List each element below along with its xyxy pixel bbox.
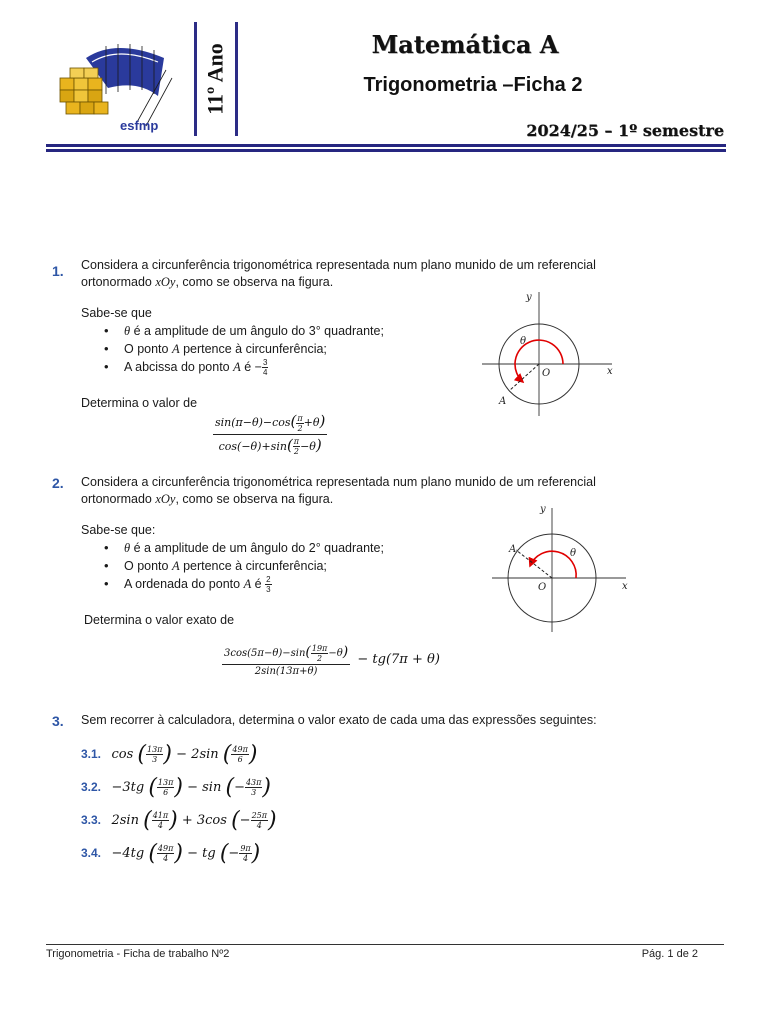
exercise-1-bullet-2	[100, 340, 440, 358]
footer-title: Trigonometria - Ficha de trabalho Nº2	[46, 948, 230, 960]
ex1-b2-math: A	[171, 342, 180, 356]
ex3-1-expression: cos ( $\frac{13\pi}{3}$ ) − 2sin ( $\frac{49\pi}{6}$ )	[111, 742, 258, 767]
ex1-intro-post: , como se observa na figura.	[175, 275, 334, 289]
ex1-b3-num: 3	[262, 358, 268, 368]
ex2-b3-num: 2	[266, 575, 271, 585]
ex3-3-a: 2sin	[111, 813, 139, 828]
exercise-1-bullets	[100, 322, 440, 377]
ex1-numerator: sin(π−θ)−cos( $\frac{\pi}{2}$ +θ)	[215, 412, 326, 433]
ex3-1-label: 3.1.	[81, 747, 102, 761]
ex2-b3-den: 3	[266, 585, 271, 595]
ex2-intro-math: xOy	[155, 492, 176, 506]
ex1-den-frac-n: π	[293, 437, 300, 446]
exercise-2-number: 2.	[52, 475, 64, 491]
ex3-3-a-frac	[152, 811, 169, 830]
ex2-num-b: −θ	[328, 648, 343, 659]
exercise-1-bullet-3	[100, 358, 440, 377]
exercise-2-bullet-1	[100, 539, 440, 557]
exercise-3-item-2	[81, 775, 271, 800]
ex2-b2-post: pertence à circunferência;	[179, 559, 327, 573]
ex2-b3-pre: A ordenada do ponto	[124, 577, 244, 591]
ex2-num-a: 3cos(5π−θ)−sin	[224, 648, 306, 659]
exercise-2-intro-line1: Considera a circunferência trigonométrica representada num plano munido de um referencial	[81, 475, 596, 489]
exercise-2-known: Sabe-se que:	[81, 523, 156, 537]
ex1-intro-math: xOy	[155, 275, 176, 289]
ex3-3-a-den: 4	[152, 820, 169, 830]
exercise-1-expression	[213, 412, 327, 456]
ex3-2-expression: −3tg ( $\frac{13\pi}{6}$ ) − sin (− $\frac{43\pi}{3}$ )	[111, 775, 271, 800]
year-label: 11º Ano	[203, 43, 228, 115]
ex1-intro-pre: ortonormado	[81, 275, 156, 289]
ex2-b3-fraction	[265, 575, 271, 594]
exercise-2-expression	[222, 644, 440, 677]
ex1-b3-den: 4	[262, 368, 268, 378]
ex3-3-b-den: 4	[251, 820, 268, 830]
ex1-b3-pre: A abcissa do ponto	[124, 360, 234, 374]
exercise-3-item-4	[81, 841, 260, 866]
exercise-1-intro-line1: Considera a circunferência trigonométrica representada num plano munido de um referencial	[81, 258, 596, 272]
ex1-num-frac-n: π	[297, 413, 303, 423]
ex2-intro-post: , como se observa na figura.	[175, 492, 334, 506]
ex3-4-a-den: 4	[157, 853, 174, 863]
ex1-b3-sign: −	[254, 360, 262, 374]
ex3-1-op: − 2sin	[176, 747, 219, 762]
ex3-4-expression: −4tg ( $\frac{49\pi}{4}$ ) − tg (− $\frac{9\pi}{4}$ )	[111, 841, 261, 866]
exercise-2-task: Determina o valor exato de	[84, 613, 235, 627]
ex2-b1-math: θ	[124, 541, 131, 555]
exercise-1-bullet-1	[100, 322, 440, 340]
semester-label: 2024/25 – 1º semestre	[526, 121, 724, 140]
ex2-b3-math: A	[243, 577, 252, 591]
ex3-3-op: + 3cos	[181, 813, 227, 828]
fig1-x-label: x	[607, 366, 613, 377]
ex3-2-b-frac	[245, 778, 262, 797]
fig2-origin-label: O	[538, 582, 547, 593]
ex3-4-b-den: 4	[239, 853, 251, 863]
fig2-theta-label: θ	[570, 548, 577, 559]
ex1-b1-math: θ	[124, 324, 131, 338]
ex3-3-b-num: 25π	[251, 811, 268, 820]
ex3-3-a-num: 41π	[152, 811, 169, 820]
ex3-3-b-frac	[251, 811, 268, 830]
ex3-4-b-sign: −	[228, 846, 240, 861]
ex2-b3-post: é	[251, 577, 262, 591]
ex3-1-b-den: 6	[231, 754, 248, 764]
exercise-2-bullet-2	[100, 557, 440, 575]
page-subtitle: Trigonometria –Ficha 2	[363, 74, 583, 96]
ex3-1-a-den: 3	[146, 754, 163, 764]
header-rule-bottom	[46, 149, 726, 152]
ex1-num-b: +θ	[303, 416, 320, 429]
ex3-3-expression: 2sin ( $\frac{41\pi}{4}$ ) + 3cos (− $\frac{25\pi}{4}$ )	[111, 808, 277, 833]
ex3-1-a: cos	[111, 747, 134, 762]
ex3-4-b-frac	[239, 844, 251, 863]
ex1-num-frac-d: 2	[297, 423, 303, 433]
exercise-3-item-3	[81, 808, 277, 833]
ex1-den-frac	[293, 437, 300, 456]
ex1-b1-post: é a amplitude de um ângulo do 3° quadrante;	[130, 324, 384, 338]
exercise-2-bullets	[100, 539, 440, 594]
ex2-tail: − tg(7π + θ)	[357, 652, 440, 667]
ex3-2-a-den: 6	[157, 787, 174, 797]
ex3-2-b-den: 3	[245, 787, 262, 797]
ex3-1-a-num: 13π	[146, 745, 163, 754]
page-title: Matemática A	[371, 30, 559, 59]
fig1-theta-label: θ	[520, 336, 527, 347]
fig2-point-label: A	[509, 544, 517, 555]
ex3-1-a-frac	[146, 745, 163, 764]
ex2-b2-math: A	[171, 559, 180, 573]
exercise-3-item-1	[81, 742, 257, 767]
ex3-2-a-frac	[157, 778, 174, 797]
ex1-den-b: −θ	[300, 439, 316, 453]
exercise-1-number: 1.	[52, 263, 64, 279]
ex2-num-frac-d: 2	[311, 653, 328, 663]
fig1-y-label: y	[526, 292, 532, 303]
fig1-origin-label: O	[542, 368, 551, 379]
ex2-num-frac-n: 19π	[311, 644, 328, 653]
ex3-4-b-num: 9π	[240, 844, 251, 853]
footer-rule	[46, 944, 724, 945]
ex2-intro-pre: ortonormado	[81, 492, 156, 506]
fig1-point-label: A	[499, 396, 507, 407]
exercise-2-figure	[490, 500, 632, 634]
ex1-b2-post: pertence à circunferência;	[179, 342, 327, 356]
ex2-numerator: 3cos(5π−θ)−sin( $\frac{19\pi}{2}$ −θ)	[224, 644, 349, 663]
logo-text: esfmp	[120, 118, 159, 133]
exercise-2-bullet-3	[100, 575, 440, 594]
year-label-wrapper	[194, 22, 238, 136]
ex3-3-b-sign: −	[239, 813, 251, 828]
ex1-b3-post: é	[240, 360, 252, 374]
ex3-2-b-num: 43π	[245, 778, 262, 787]
ex1-num-frac	[296, 414, 303, 433]
ex1-num-a: sin(π−θ)−cos	[215, 416, 291, 429]
exercise-3-intro: Sem recorrer à calculadora, determina o valor exato de cada uma das expressões seguintes:	[81, 713, 597, 727]
ex3-3-label: 3.3.	[81, 813, 102, 827]
ex1-main-fraction	[213, 412, 327, 456]
ex3-1-b-num: 49π	[232, 745, 248, 754]
ex2-main-fraction	[222, 644, 350, 677]
ex3-4-a: −4tg	[111, 846, 145, 861]
fig2-x-label: x	[622, 581, 628, 592]
ex1-denominator: cos(−θ)+sin( $\frac{\pi}{2}$ −θ)	[213, 434, 327, 457]
school-logo	[46, 38, 186, 134]
ex3-2-label: 3.2.	[81, 780, 102, 794]
ex1-b3-math: A	[233, 360, 241, 374]
ex1-den-frac-d: 2	[293, 447, 299, 456]
ex3-2-a-num: 13π	[157, 778, 174, 787]
ex3-2-a: −3tg	[111, 780, 145, 795]
ex3-1-b-frac	[231, 745, 248, 764]
ex2-b1-post: é a amplitude de um ângulo do 2° quadrante;	[130, 541, 384, 555]
ex1-den-a: cos(−θ)+sin	[218, 439, 287, 453]
ex2-denominator: 2sin(13π+θ)	[222, 664, 350, 677]
ex2-num-frac	[311, 644, 328, 663]
page-number: Pág. 1 de 2	[641, 948, 698, 960]
ex3-4-label: 3.4.	[81, 846, 102, 860]
ex3-4-a-num: 49π	[157, 844, 174, 853]
exercise-1-task: Determina o valor de	[81, 396, 198, 410]
fig2-y-label: y	[540, 504, 546, 515]
exercise-3-number: 3.	[52, 713, 64, 729]
ex3-4-a-frac	[157, 844, 174, 863]
header-rule-top	[46, 144, 726, 147]
ex1-b2-pre: O ponto	[124, 342, 172, 356]
ex3-2-op: − sin	[187, 780, 222, 795]
ex2-b2-pre: O ponto	[124, 559, 172, 573]
ex1-b3-fraction	[262, 358, 268, 377]
exercise-1-known: Sabe-se que	[81, 306, 152, 320]
exercise-1-figure	[478, 286, 620, 418]
ex3-2-b-sign: −	[234, 780, 245, 795]
ex3-4-op: − tg	[187, 846, 216, 861]
